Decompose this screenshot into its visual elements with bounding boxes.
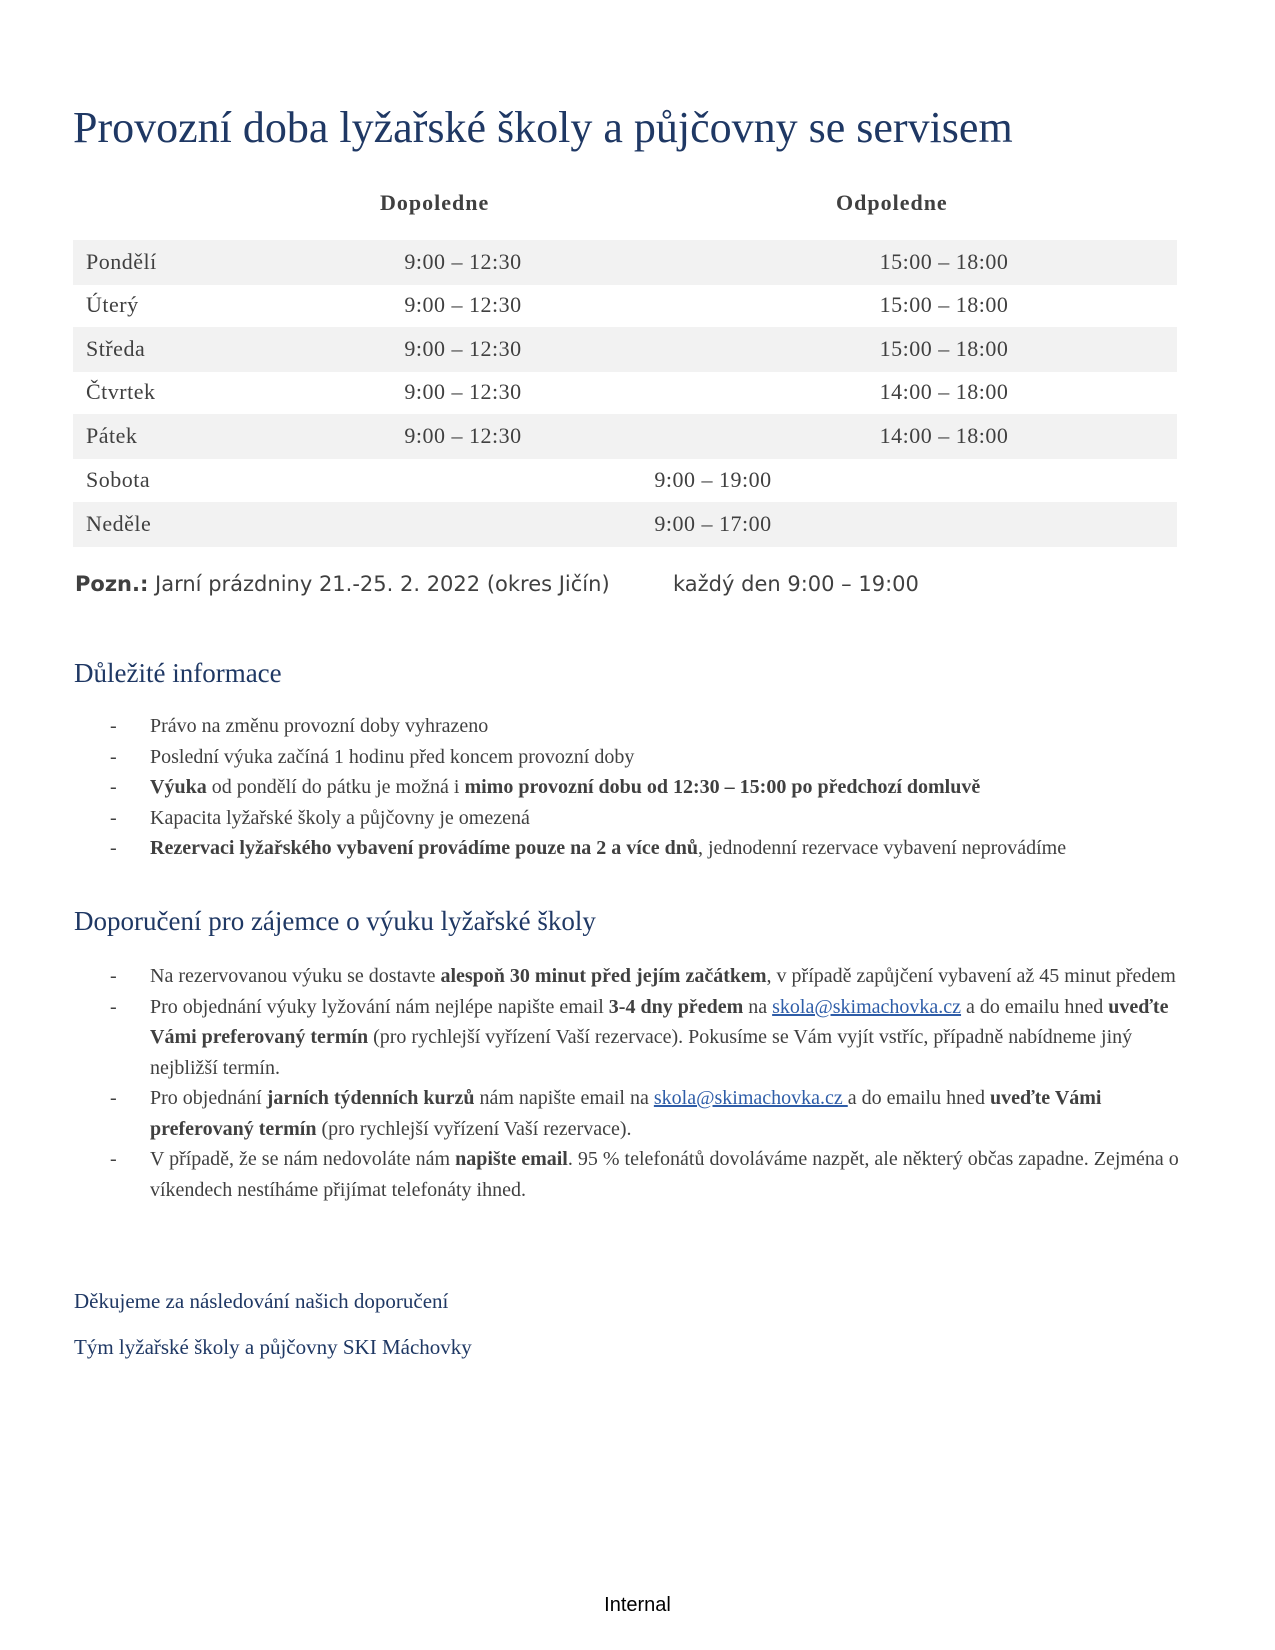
list-item bbox=[110, 992, 1200, 1084]
table-row bbox=[73, 370, 1177, 415]
dash-bullet: - bbox=[110, 745, 117, 768]
afternoon-cell: 15:00 – 18:00 bbox=[879, 249, 1009, 274]
morning-cell: 9:00 – 12:30 bbox=[404, 292, 522, 317]
dash-bullet: - bbox=[110, 776, 117, 798]
note-daily-hours: každý den 9:00 – 19:00 bbox=[673, 572, 919, 596]
dash-bullet: - bbox=[110, 1148, 117, 1170]
list-item bbox=[110, 1144, 1200, 1205]
dash-bullet: - bbox=[110, 995, 117, 1018]
note-label: Pozn.: bbox=[75, 572, 149, 596]
closing-thanks: Děkujeme za následování našich doporučení bbox=[74, 1289, 449, 1313]
closing-team: Tým lyžařské školy a půjčovny SKI Máchovky bbox=[74, 1335, 472, 1359]
table-row bbox=[73, 283, 1177, 328]
text-segment: V případě, že se nám nedovoláte nám bbox=[150, 1148, 456, 1170]
list-item bbox=[110, 772, 1200, 803]
day-cell: Sobota bbox=[86, 467, 151, 492]
dash-bullet: - bbox=[110, 965, 117, 987]
afternoon-cell: 15:00 – 18:00 bbox=[879, 336, 1009, 361]
page-title: Provozní doba lyžařské školy a půjčovny se servisem bbox=[73, 103, 1013, 152]
recommendations-list bbox=[110, 961, 1200, 1205]
text-segment: (pro rychlejší vyřízení Vaší rezervace). bbox=[316, 1117, 632, 1140]
text-segment: Právo na změnu provozní doby vyhrazeno bbox=[150, 715, 489, 737]
hours-table bbox=[73, 240, 1177, 555]
holiday-note bbox=[75, 572, 919, 596]
day-cell: Čtvrtek bbox=[86, 379, 156, 404]
dash-bullet: - bbox=[110, 1087, 117, 1109]
table-row bbox=[73, 458, 1177, 503]
text-segment: od pondělí do pátku je možná i bbox=[206, 776, 465, 798]
text-segment: Poslední výuka začíná 1 hodinu před koncem provozní doby bbox=[150, 745, 635, 768]
text-segment: Na rezervovanou výuku se dostavte bbox=[150, 965, 441, 987]
day-cell: Úterý bbox=[86, 292, 139, 317]
bold-text: uveďte Vámi preferovaný termín bbox=[150, 1087, 1102, 1140]
dash-bullet: - bbox=[110, 837, 117, 859]
full-day-cell: 9:00 – 17:00 bbox=[654, 511, 772, 536]
list-item bbox=[110, 742, 1200, 773]
text-segment: (pro rychlejší vyřízení Vaší rezervace). Pokusíme se Vám vyjít vstříc, případně nabídneme jiný nejbližší termín. bbox=[150, 1026, 1133, 1079]
text-segment: , jednodenní rezervace vybavení neprovádíme bbox=[697, 837, 1067, 859]
recommendations-heading: Doporučení pro zájemce o výuku lyžařské školy bbox=[74, 906, 596, 936]
morning-cell: 9:00 – 12:30 bbox=[404, 423, 522, 448]
day-cell: Neděle bbox=[86, 511, 152, 536]
morning-cell: 9:00 – 12:30 bbox=[404, 336, 522, 361]
text-segment: Pro objednání výuky lyžování nám nejlépe napište email bbox=[150, 995, 609, 1018]
text-segment: , v případě zapůjčení vybavení až 45 minut předem bbox=[766, 965, 1176, 987]
afternoon-cell: 14:00 – 18:00 bbox=[879, 423, 1009, 448]
dash-bullet: - bbox=[110, 806, 117, 829]
text-segment: Pro objednání bbox=[150, 1087, 267, 1109]
list-item bbox=[110, 1083, 1200, 1144]
bold-text: jarních týdenních kurzů bbox=[266, 1087, 475, 1109]
list-item bbox=[110, 711, 1200, 742]
bold-text: Výuka bbox=[150, 776, 207, 798]
text-segment: . 95 % telefonátů dovoláváme nazpět, ale některý občas zapadne. Zejména o víkendech nestíháme přijímat telefonáty ihned. bbox=[150, 1148, 1179, 1201]
table-row bbox=[73, 414, 1177, 459]
dash-bullet: - bbox=[110, 715, 117, 737]
text-segment: nám napište email na bbox=[474, 1087, 654, 1109]
header-morning: Dopoledne bbox=[380, 190, 490, 215]
header-afternoon: Odpoledne bbox=[836, 190, 948, 215]
bold-text: napište email bbox=[455, 1148, 568, 1170]
morning-cell: 9:00 – 12:30 bbox=[404, 379, 522, 404]
list-item bbox=[110, 833, 1200, 864]
text-segment: a do emailu hned bbox=[847, 1087, 990, 1109]
table-row bbox=[73, 240, 1177, 285]
full-day-cell: 9:00 – 19:00 bbox=[654, 467, 772, 492]
email-link[interactable]: skola@skimachovka.cz bbox=[653, 1087, 848, 1109]
text-segment: Kapacita lyžařské školy a půjčovny je omezená bbox=[150, 806, 530, 829]
bold-text: 3-4 dny předem bbox=[608, 995, 744, 1018]
table-row bbox=[73, 327, 1177, 372]
text-segment: a do emailu hned bbox=[961, 995, 1109, 1018]
note-text: Jarní prázdniny 21.-25. 2. 2022 (okres Jičín) bbox=[148, 572, 610, 596]
bold-text: alespoň 30 minut před jejím začátkem bbox=[440, 965, 767, 987]
important-heading: Důležité informace bbox=[74, 658, 282, 688]
bold-text: uveďte Vámi preferovaný termín bbox=[150, 995, 1169, 1048]
bold-text: mimo provozní dobu od 12:30 – 15:00 po předchozí domluvě bbox=[464, 776, 981, 798]
footer-classification: Internal bbox=[604, 1594, 671, 1616]
email-link[interactable]: skola@skimachovka.cz bbox=[772, 995, 962, 1018]
list-item bbox=[110, 961, 1200, 992]
list-item bbox=[110, 803, 1200, 834]
day-cell: Středa bbox=[86, 336, 146, 361]
text-segment: na bbox=[743, 995, 773, 1018]
morning-cell: 9:00 – 12:30 bbox=[404, 249, 522, 274]
bold-text: Rezervaci lyžařského vybavení provádíme pouze na 2 a více dnů bbox=[150, 837, 698, 859]
afternoon-cell: 15:00 – 18:00 bbox=[879, 292, 1009, 317]
important-list bbox=[110, 711, 1200, 864]
afternoon-cell: 14:00 – 18:00 bbox=[879, 379, 1009, 404]
table-row bbox=[73, 502, 1177, 547]
day-cell: Pondělí bbox=[86, 249, 157, 274]
day-cell: Pátek bbox=[86, 423, 138, 448]
